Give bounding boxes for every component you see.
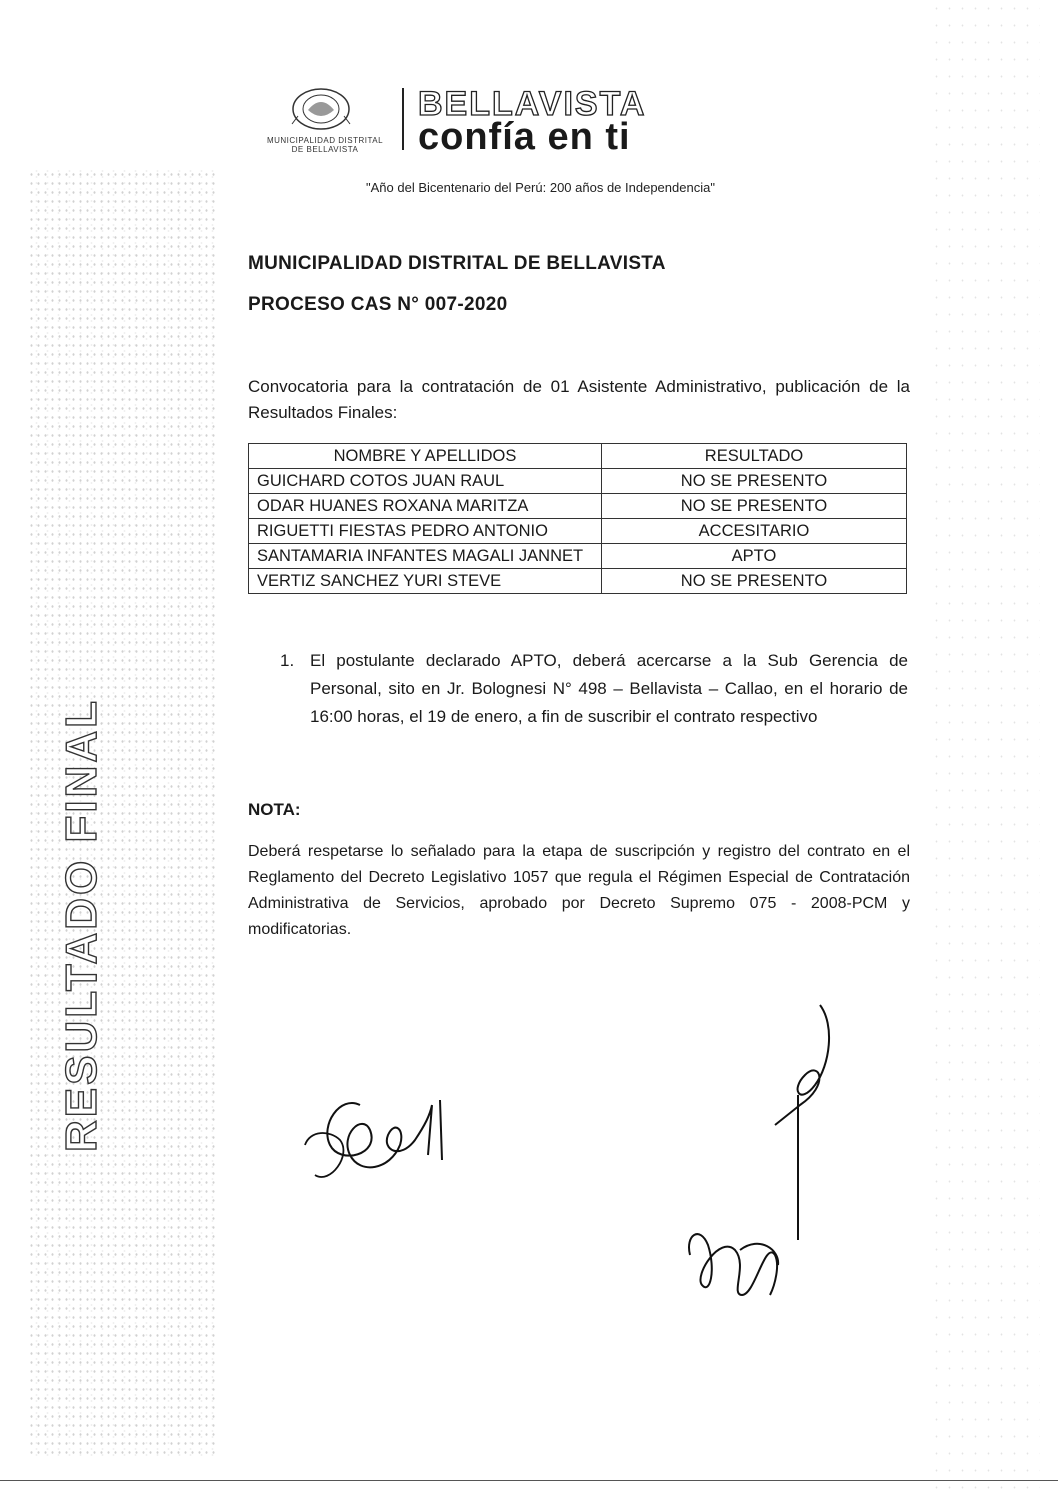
process-title: PROCESO CAS N° 007-2020 — [248, 294, 508, 315]
list-item-text: El postulante declarado APTO, deberá acercarse a la Sub Gerencia de Personal, sito en Jr. Bolognesi N° 498 – Bellavista – Callao, en el horario de 16:00 horas, el 19 de enero, a fin de suscribir el contrato respectivo — [310, 651, 908, 726]
candidate-name: GUICHARD COTOS JUAN RAUL — [249, 469, 602, 494]
scan-noise-right — [930, 0, 1040, 1497]
candidate-name: RIGUETTI FIESTAS PEDRO ANTONIO — [249, 519, 602, 544]
intro-paragraph: Convocatoria para la contratación de 01 Asistente Administrativo, publicación de la Resultados Finales: — [248, 377, 910, 422]
table-row — [249, 519, 907, 544]
municipal-seal-icon — [290, 86, 352, 132]
list-item-number: 1. — [280, 651, 295, 670]
brand-name: BELLAVISTA — [418, 85, 647, 123]
table-row — [249, 569, 907, 594]
seal-caption: MUNICIPALIDAD DISTRITAL DE BELLAVISTA — [266, 136, 384, 154]
results-table — [248, 443, 907, 594]
candidate-result: NO SE PRESENTO — [602, 469, 907, 494]
signature-right — [680, 995, 850, 1325]
candidate-result: APTO — [602, 544, 907, 569]
column-header-name: NOMBRE Y APELLIDOS — [249, 444, 602, 469]
municipal-logo — [262, 84, 662, 164]
candidate-name: SANTAMARIA INFANTES MAGALI JANNET — [249, 544, 602, 569]
column-header-result: RESULTADO — [602, 444, 907, 469]
table-header-row — [249, 444, 907, 469]
note-label: NOTA: — [248, 800, 301, 819]
candidate-result: ACCESITARIO — [602, 519, 907, 544]
table-row — [249, 544, 907, 569]
candidate-result: NO SE PRESENTO — [602, 569, 907, 594]
brand-slogan: confía en ti — [418, 116, 631, 158]
bottom-rule — [0, 1480, 1058, 1481]
table-row — [249, 469, 907, 494]
year-motto: "Año del Bicentenario del Perú: 200 años de Independencia" — [366, 180, 715, 195]
signature-left — [300, 1085, 460, 1195]
entity-title: MUNICIPALIDAD DISTRITAL DE BELLAVISTA — [248, 253, 666, 274]
candidate-name: VERTIZ SANCHEZ YURI STEVE — [249, 569, 602, 594]
candidate-name: ODAR HUANES ROXANA MARITZA — [249, 494, 602, 519]
note-text: Deberá respetarse lo señalado para la etapa de suscripción y registro del contrato en el Reglamento del Decreto Legislativo 1057 que regula el Régimen Especial de Contratación Administrativa de Servicios, aprobado por Decreto Supremo 075 - 2008-PCM y modificatorias. — [248, 843, 910, 938]
table-row — [249, 494, 907, 519]
result-stamp: RESULTADO FINAL — [57, 698, 106, 1152]
logo-divider — [402, 88, 404, 150]
candidate-result: NO SE PRESENTO — [602, 494, 907, 519]
